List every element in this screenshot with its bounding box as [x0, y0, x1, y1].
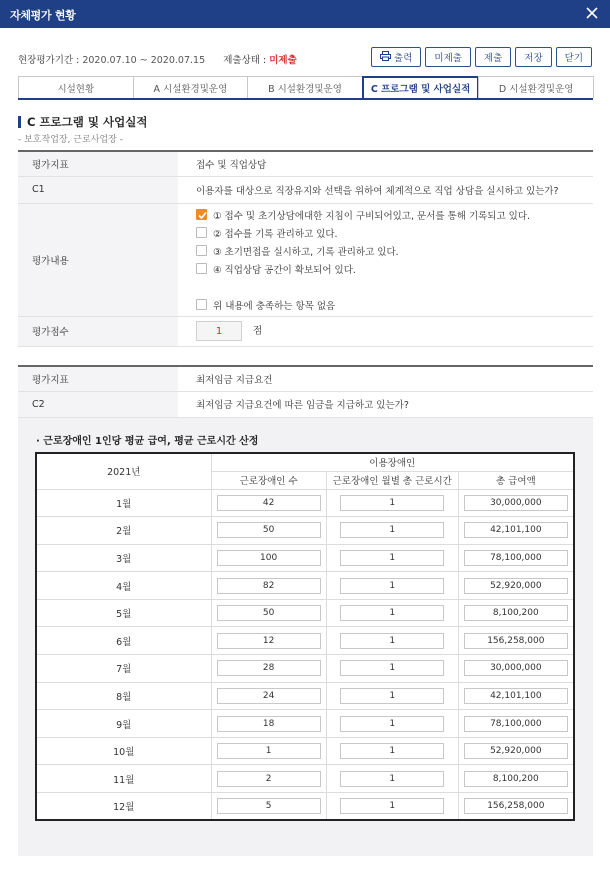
month-cell: 10월 [36, 737, 211, 765]
month-cell: 1월 [36, 489, 211, 517]
evaluation-table-c2 [18, 365, 593, 418]
evaluation-table-c1 [18, 150, 593, 347]
pay-cell [458, 627, 574, 655]
pay-input[interactable]: 30,000,000 [464, 660, 568, 676]
workers-input[interactable]: 12 [217, 633, 321, 649]
table-row [36, 517, 574, 545]
print-button[interactable] [371, 47, 421, 67]
hours-cell [326, 599, 458, 627]
section-subtitle: - 보호작업장, 근로사업장 - [18, 135, 123, 145]
workers-cell [211, 765, 326, 793]
indicator-code: C1 [18, 176, 178, 203]
score-cell [178, 316, 593, 346]
hours-input[interactable]: 1 [340, 716, 444, 732]
table-row [36, 793, 574, 821]
save-button[interactable]: 저장 [515, 47, 551, 67]
salary-title: · 근로장애인 1인당 평균 급여, 평균 근로시간 산정 [36, 436, 259, 447]
month-cell: 6월 [36, 627, 211, 655]
pay-cell [458, 765, 574, 793]
workers-input[interactable]: 42 [217, 495, 321, 511]
hours-cell [326, 682, 458, 710]
workers-input[interactable]: 50 [217, 522, 321, 538]
hours-cell [326, 655, 458, 683]
submit-button[interactable]: 제출 [475, 47, 511, 67]
table-row [36, 599, 574, 627]
option-2-label: ② 접수를 기록 관리하고 있다. [213, 228, 338, 240]
section-title-text: C 프로그램 및 사업실적 [27, 115, 148, 129]
pay-input[interactable]: 52,920,000 [464, 578, 568, 594]
indicator-code: C2 [18, 391, 178, 417]
pay-cell [458, 710, 574, 738]
section-title-marker [18, 116, 21, 128]
col-header-hours: 근로장애인 월별 총 근로시간 [326, 471, 458, 489]
workers-input[interactable]: 5 [217, 798, 321, 814]
salary-table [35, 452, 575, 821]
workers-cell [211, 489, 326, 517]
printer-icon [380, 51, 391, 64]
evaluation-info [18, 52, 297, 66]
tab-d-facility-operation[interactable]: D 시설환경및운영 [478, 76, 594, 98]
close-icon[interactable] [584, 5, 600, 21]
checkbox-empty-icon [196, 299, 207, 310]
table-row [36, 710, 574, 738]
pay-input[interactable]: 8,100,200 [464, 605, 568, 621]
pay-input[interactable]: 52,920,000 [464, 743, 568, 759]
hours-input[interactable]: 1 [340, 743, 444, 759]
pay-input[interactable]: 78,100,000 [464, 550, 568, 566]
option-4-label: ④ 직업상담 공간이 확보되어 있다. [213, 264, 356, 276]
section-title [18, 114, 147, 130]
hours-input[interactable]: 1 [340, 688, 444, 704]
workers-cell [211, 710, 326, 738]
table-row [36, 572, 574, 600]
workers-cell [211, 572, 326, 600]
month-cell: 3월 [36, 544, 211, 572]
tab-a-facility-operation[interactable]: A 시설환경및운영 [133, 76, 249, 98]
option-1-label: ① 접수 및 초기상담에대한 지침이 구비되어있고, 문서를 통해 기록되고 있다. [213, 210, 531, 222]
hours-input[interactable]: 1 [340, 550, 444, 566]
year-header: 2021년 [36, 453, 211, 489]
workers-cell [211, 517, 326, 545]
table-row [36, 765, 574, 793]
pay-input[interactable]: 156,258,000 [464, 798, 568, 814]
option-1-checkbox[interactable] [196, 206, 593, 224]
workers-input[interactable]: 82 [217, 578, 321, 594]
indicator-label: 평가지표 [18, 151, 178, 176]
table-row [36, 655, 574, 683]
hours-cell [326, 517, 458, 545]
unsubmit-button[interactable]: 미제출 [425, 47, 471, 67]
close-button[interactable]: 닫기 [556, 47, 592, 67]
score-unit: 점 [253, 325, 263, 337]
workers-input[interactable]: 2 [217, 771, 321, 787]
pay-cell [458, 793, 574, 821]
hours-cell [326, 793, 458, 821]
pay-input[interactable]: 78,100,000 [464, 716, 568, 732]
workers-input[interactable]: 18 [217, 716, 321, 732]
checkbox-empty-icon [196, 263, 207, 274]
status-value: 미제출 [269, 55, 297, 66]
workers-cell [211, 627, 326, 655]
month-cell: 11월 [36, 765, 211, 793]
table-row [36, 737, 574, 765]
option-3-label: ③ 초기면접을 실시하고, 기록 관리하고 있다. [213, 246, 399, 258]
hours-cell [326, 544, 458, 572]
content-options [178, 203, 593, 316]
pay-input[interactable]: 156,258,000 [464, 633, 568, 649]
status-label: 제출상태 : [223, 55, 267, 66]
workers-cell [211, 655, 326, 683]
pay-input[interactable]: 30,000,000 [464, 495, 568, 511]
content-label: 평가내용 [18, 203, 178, 316]
indicator-question: 최저임금 지급요건에 따른 임금을 지급하고 있는가? [178, 391, 593, 417]
hours-input[interactable]: 1 [340, 495, 444, 511]
checkbox-empty-icon [196, 227, 207, 238]
pay-input[interactable]: 8,100,200 [464, 771, 568, 787]
workers-cell [211, 544, 326, 572]
workers-cell [211, 682, 326, 710]
tab-b-facility-operation[interactable]: B 시설환경및운영 [247, 76, 363, 98]
workers-input[interactable]: 28 [217, 660, 321, 676]
month-cell: 8월 [36, 682, 211, 710]
pay-cell [458, 572, 574, 600]
workers-cell [211, 737, 326, 765]
hours-cell [326, 710, 458, 738]
pay-cell [458, 655, 574, 683]
pay-cell [458, 489, 574, 517]
month-cell: 12월 [36, 793, 211, 821]
group-header: 이용장애인 [211, 453, 574, 471]
workers-cell [211, 793, 326, 821]
option-2-checkbox[interactable] [196, 224, 593, 242]
pay-cell [458, 599, 574, 627]
month-cell: 4월 [36, 572, 211, 600]
month-cell: 2월 [36, 517, 211, 545]
pay-cell [458, 682, 574, 710]
hours-input[interactable]: 1 [340, 633, 444, 649]
pay-cell [458, 517, 574, 545]
col-header-pay: 총 급여액 [458, 471, 574, 489]
period-label: 현장평가기간 : [18, 55, 80, 66]
workers-input[interactable]: 1 [217, 743, 321, 759]
indicator-value: 접수 및 직업상담 [178, 151, 593, 176]
workers-cell [211, 599, 326, 627]
period-value: 2020.07.10 ~ 2020.07.15 [82, 55, 206, 66]
workers-input[interactable]: 50 [217, 605, 321, 621]
tab-facility-status[interactable]: 시설현황 [18, 76, 134, 98]
hours-cell [326, 737, 458, 765]
indicator-question: 이용자를 대상으로 직장유지와 선택을 위하여 체계적으로 직업 상담을 실시하고 있는가? [178, 176, 593, 203]
month-cell: 9월 [36, 710, 211, 738]
hours-cell [326, 627, 458, 655]
table-row [36, 627, 574, 655]
indicator-value: 최저임금 지급요건 [178, 366, 593, 391]
checkbox-empty-icon [196, 245, 207, 256]
pay-cell [458, 737, 574, 765]
window-titlebar [0, 0, 610, 28]
option-4-checkbox[interactable] [196, 260, 593, 278]
hours-cell [326, 572, 458, 600]
pay-cell [458, 544, 574, 572]
print-label: 출력 [394, 53, 413, 64]
col-header-workers: 근로장애인 수 [211, 471, 326, 489]
hours-input[interactable]: 1 [340, 660, 444, 676]
option-3-checkbox[interactable] [196, 242, 593, 260]
indicator-label: 평가지표 [18, 366, 178, 391]
check-icon [196, 209, 207, 220]
month-cell: 7월 [36, 655, 211, 683]
hours-input[interactable]: 1 [340, 798, 444, 814]
option-none-checkbox[interactable] [196, 296, 593, 314]
pay-input[interactable]: 42,101,100 [464, 522, 568, 538]
score-input[interactable]: 1 [196, 321, 242, 341]
table-row [36, 682, 574, 710]
hours-input[interactable]: 1 [340, 605, 444, 621]
workers-input[interactable]: 24 [217, 688, 321, 704]
workers-input[interactable]: 100 [217, 550, 321, 566]
hours-cell [326, 765, 458, 793]
hours-input[interactable]: 1 [340, 522, 444, 538]
hours-input[interactable]: 1 [340, 578, 444, 594]
pay-input[interactable]: 42,101,100 [464, 688, 568, 704]
hours-cell [326, 489, 458, 517]
tab-c-program-performance[interactable]: C 프로그램 및 사업실적 [362, 76, 480, 98]
tab-bar [18, 76, 593, 100]
table-row [36, 489, 574, 517]
hours-input[interactable]: 1 [340, 771, 444, 787]
toolbar [371, 47, 592, 67]
window-title: 자체평가 현황 [10, 9, 76, 22]
month-cell: 5월 [36, 599, 211, 627]
table-row [36, 544, 574, 572]
salary-panel [18, 418, 593, 856]
score-label: 평가점수 [18, 316, 178, 346]
option-none-label: 위 내용에 충족하는 항목 없음 [213, 300, 336, 312]
